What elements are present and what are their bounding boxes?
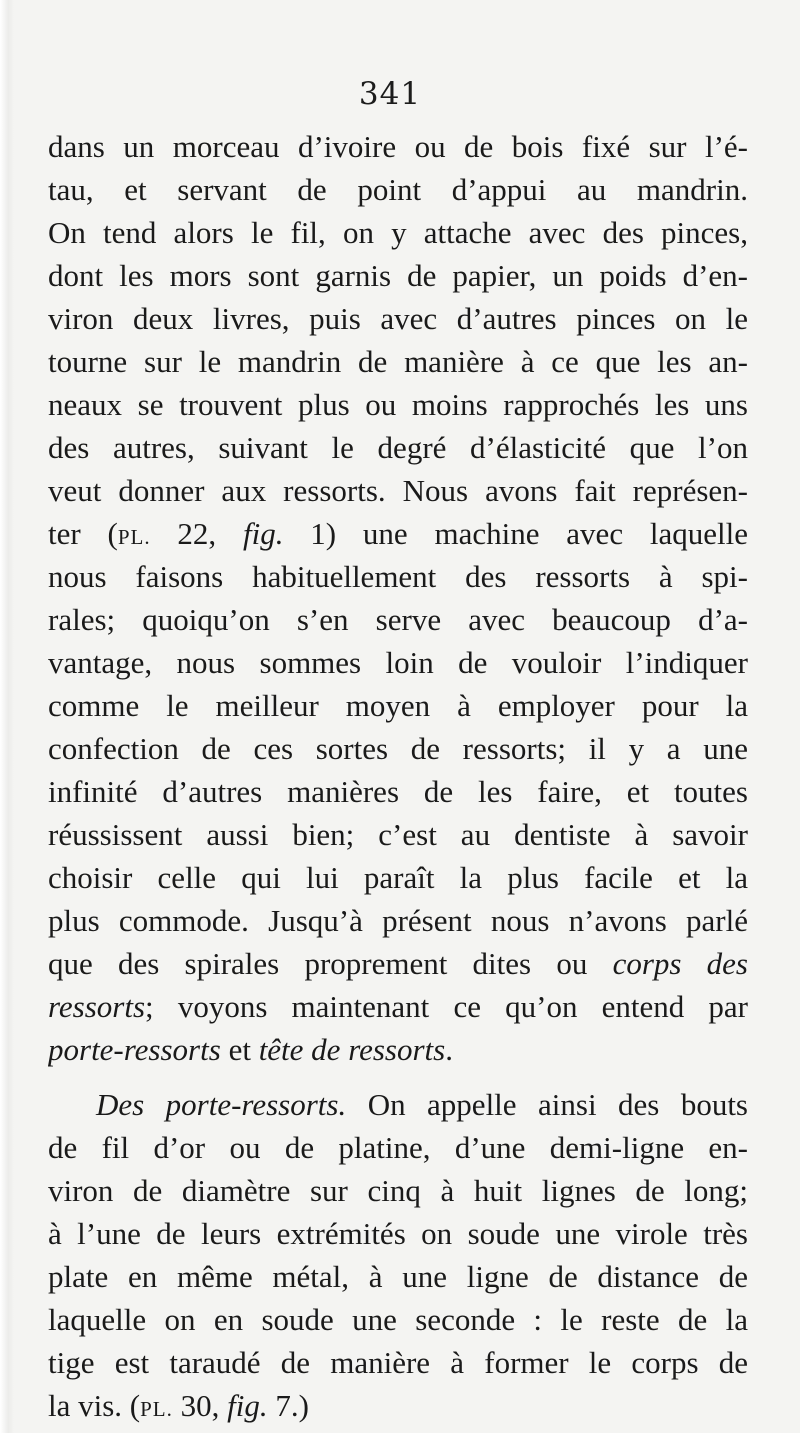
text-line xyxy=(48,1384,748,1427)
plate-abbrev: PL. xyxy=(140,1397,173,1421)
figure-abbrev: fig. xyxy=(227,1388,268,1423)
text-run: que des spirales proprement dites ou xyxy=(48,946,613,981)
text-line xyxy=(48,942,748,985)
text-line: neaux se trouvent plus ou moins rapprochés les uns xyxy=(48,387,748,422)
text-line: de fil d’or ou de platine, d’une demi-ligne en- xyxy=(48,1130,748,1165)
text-line: plus commode. Jusqu’à présent nous n’avons parlé xyxy=(48,903,748,938)
text-line: On tend alors le fil, on y attache avec des pinces, xyxy=(48,215,748,250)
italic-term: ressorts xyxy=(48,989,146,1024)
italic-term: porte-ressorts xyxy=(48,1032,221,1067)
section-heading: Des porte-ressorts. xyxy=(96,1087,347,1122)
italic-term: tête de ressorts xyxy=(258,1032,446,1067)
text-run: 30, xyxy=(172,1388,228,1423)
text-line: rales; quoiqu’on s’en serve avec beaucoup d’a- xyxy=(48,602,748,637)
page-number: 341 xyxy=(358,76,422,112)
text-line xyxy=(48,512,748,555)
paragraph xyxy=(48,1083,748,1427)
text-line: des autres, suivant le degré d’élasticité que l’on xyxy=(48,430,748,465)
text-line: réussissent aussi bien; c’est au dentiste à savoir xyxy=(48,817,748,852)
text-line: comme le meilleur moyen à employer pour la xyxy=(48,688,748,723)
figure-abbrev: fig. xyxy=(242,516,284,551)
text-line: tige est taraudé de manière à former le corps de xyxy=(48,1345,748,1380)
text-line: à l’une de leurs extrémités on soude une virole très xyxy=(48,1216,748,1251)
paragraph-gap xyxy=(48,1071,748,1083)
text-line: infinité d’autres manières de les faire, et toutes xyxy=(48,774,748,809)
italic-term: corps des xyxy=(612,946,748,981)
text-run: On appelle ainsi des bouts xyxy=(346,1087,748,1122)
text-line: vantage, nous sommes loin de vouloir l’indiquer xyxy=(48,645,748,680)
text-line: veut donner aux ressorts. Nous avons fait représen- xyxy=(48,473,748,508)
page-edge xyxy=(0,0,14,1433)
text-line: tau, et servant de point d’appui au mandrin. xyxy=(48,172,748,207)
text-run: 22, xyxy=(150,516,243,551)
text-line: laquelle on en soude une seconde : le reste de la xyxy=(48,1302,748,1337)
text-line: choisir celle qui lui paraît la plus facile et la xyxy=(48,860,748,895)
text-line: plate en même métal, à une ligne de distance de xyxy=(48,1259,748,1294)
text-line xyxy=(48,1028,748,1071)
text-line: tourne sur le mandrin de manière à ce que les an- xyxy=(48,344,748,379)
text-run: ter ( xyxy=(48,516,118,551)
text-run: . xyxy=(445,1032,453,1067)
text-line: viron de diamètre sur cinq à huit lignes de long; xyxy=(48,1173,748,1208)
page-text xyxy=(48,125,748,1427)
plate-abbrev: PL. xyxy=(117,525,151,549)
text-line: dans un morceau d’ivoire ou de bois fixé sur l’é- xyxy=(48,129,748,164)
paragraph xyxy=(48,125,748,1071)
text-run: et xyxy=(220,1032,259,1067)
text-run: ; voyons maintenant ce qu’on entend par xyxy=(145,989,748,1024)
text-run: la vis. ( xyxy=(48,1388,141,1423)
text-line xyxy=(48,1083,748,1126)
text-line: confection de ces sortes de ressorts; il y a une xyxy=(48,731,748,766)
text-line: dont les mors sont garnis de papier, un poids d’en- xyxy=(48,258,748,293)
text-line xyxy=(48,985,748,1028)
text-line: nous faisons habituellement des ressorts à spi- xyxy=(48,559,748,594)
text-run: 7.) xyxy=(267,1388,309,1423)
text-run: 1) une machine avec laquelle xyxy=(283,516,748,551)
text-line: viron deux livres, puis avec d’autres pinces on le xyxy=(48,301,748,336)
